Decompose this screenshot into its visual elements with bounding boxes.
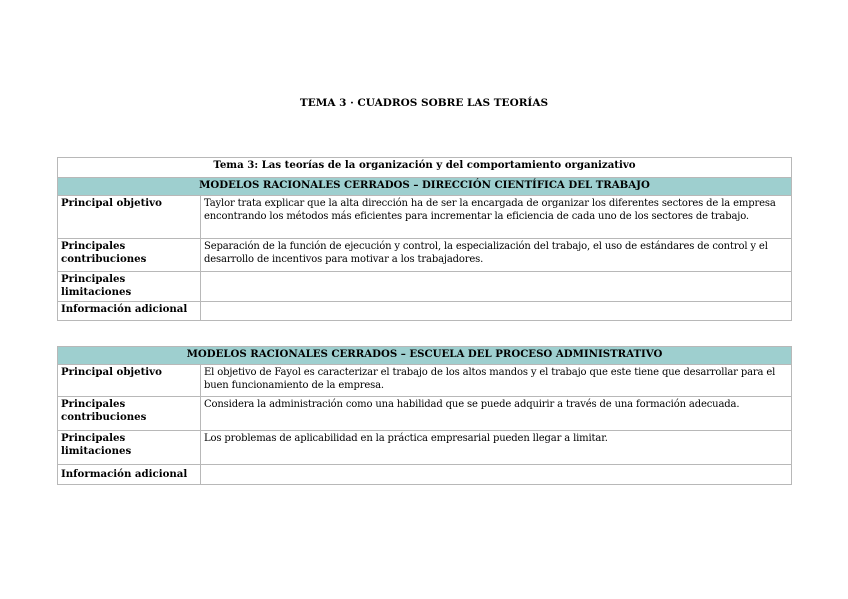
row-value: Los problemas de aplicabilidad en la práctica empresarial pueden llegar a limitar.: [201, 431, 792, 465]
table-row-contributions: [58, 397, 792, 431]
document-title: TEMA 3 · CUADROS SOBRE LAS TEORÍAS: [299, 97, 549, 109]
row-label: Información adicional: [58, 302, 201, 321]
table-row-objective: [58, 365, 792, 397]
table-row-objective: [58, 196, 792, 239]
section-header: MODELOS RACIONALES CERRADOS – ESCUELA DEL PROCESO ADMINISTRATIVO: [58, 347, 792, 365]
row-label: Principales limitaciones: [58, 431, 201, 465]
theory-table-scientific-management: [57, 157, 792, 321]
row-value: [201, 302, 792, 321]
table-row-additional-info: [58, 302, 792, 321]
row-value: [201, 465, 792, 485]
row-label: Principales contribuciones: [58, 239, 201, 272]
theory-table-administrative-process: [57, 346, 792, 485]
table-row-contributions: [58, 239, 792, 272]
row-label: Principal objetivo: [58, 196, 201, 239]
topic-header-row: [58, 158, 792, 178]
table-row-limitations: [58, 431, 792, 465]
table-row-limitations: [58, 272, 792, 302]
topic-header: Tema 3: Las teorías de la organización y del comportamiento organizativo: [58, 158, 792, 178]
row-label: Información adicional: [58, 465, 201, 485]
section-header: MODELOS RACIONALES CERRADOS – DIRECCIÓN CIENTÍFICA DEL TRABAJO: [58, 178, 792, 196]
row-value: Separación de la función de ejecución y control, la especialización del trabajo, el uso de estándares de control y el desarrollo de incentivos para motivar a los trabajadores.: [201, 239, 792, 272]
row-value: El objetivo de Fayol es caracterizar el trabajo de los altos mandos y el trabajo que este tiene que desarrollar para el buen funcionamiento de la empresa.: [201, 365, 792, 397]
row-label: Principales contribuciones: [58, 397, 201, 431]
row-value: Taylor trata explicar que la alta dirección ha de ser la encargada de organizar los diferentes sectores de la empresa encontrando los métodos más eficientes para incrementar la eficiencia de cada uno de los sectores de trabajo.: [201, 196, 792, 239]
row-label: Principales limitaciones: [58, 272, 201, 302]
row-value: [201, 272, 792, 302]
section-header-row: [58, 178, 792, 196]
table-row-additional-info: [58, 465, 792, 485]
section-header-row: [58, 347, 792, 365]
row-value: Considera la administración como una habilidad que se puede adquirir a través de una formación adecuada.: [201, 397, 792, 431]
row-label: Principal objetivo: [58, 365, 201, 397]
